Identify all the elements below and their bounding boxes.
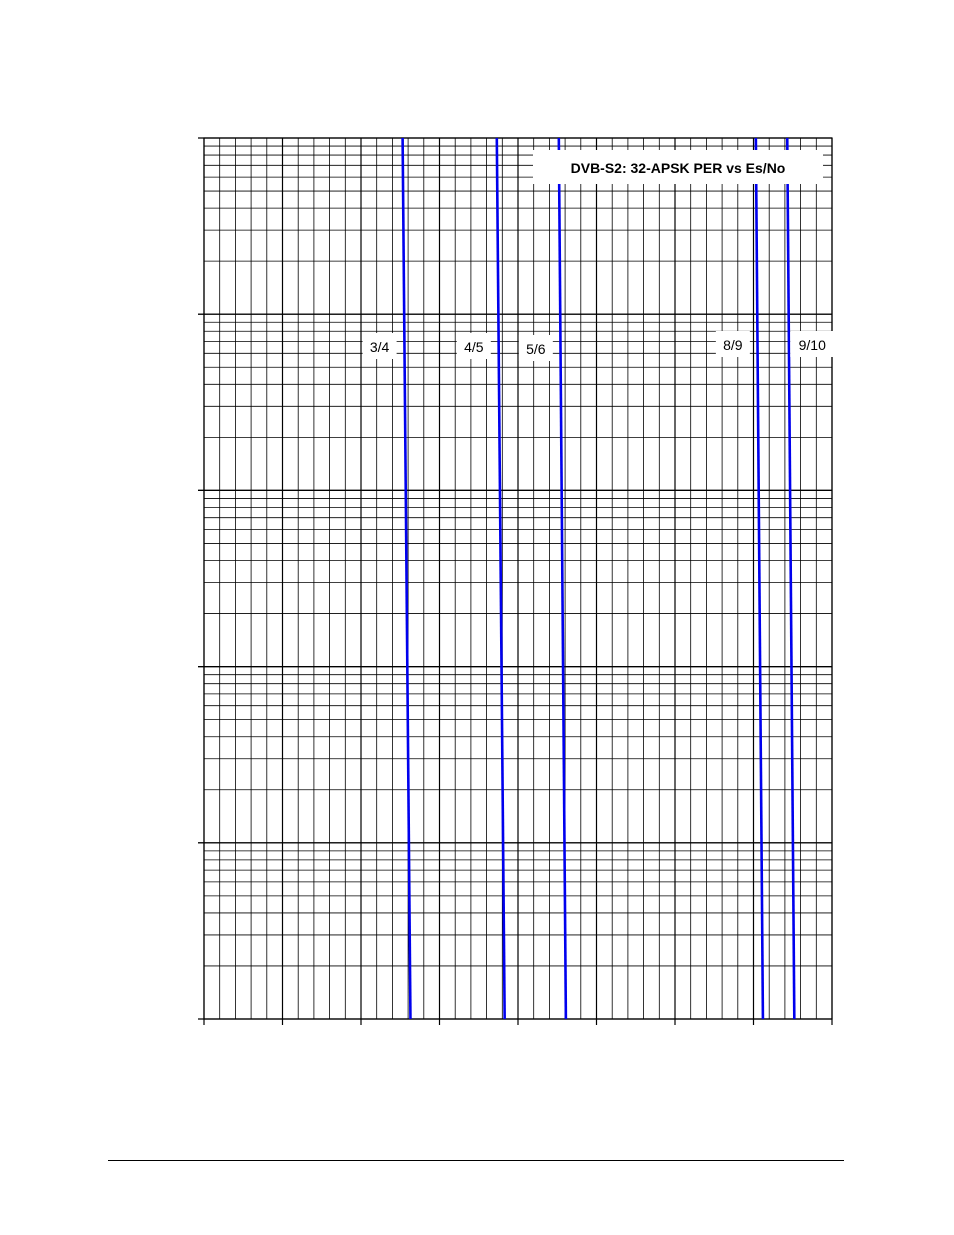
- series-label: 4/5: [464, 339, 484, 355]
- grid: [198, 138, 832, 1025]
- chart-title: DVB-S2: 32-APSK PER vs Es/No: [570, 160, 786, 176]
- series-layer: [403, 138, 795, 1019]
- series-line-3-4: [403, 138, 411, 1019]
- series-label: 8/9: [723, 337, 743, 353]
- series-labels: [363, 331, 835, 361]
- series-line-8-9: [756, 138, 763, 1019]
- series-label: 5/6: [526, 341, 546, 357]
- footer-rule: [108, 1160, 844, 1161]
- series-line-9-10: [787, 138, 794, 1019]
- series-line-4-5: [497, 138, 505, 1019]
- series-label: 3/4: [369, 339, 390, 355]
- series-label: 9/10: [798, 337, 826, 353]
- legend-title-box: [533, 150, 823, 184]
